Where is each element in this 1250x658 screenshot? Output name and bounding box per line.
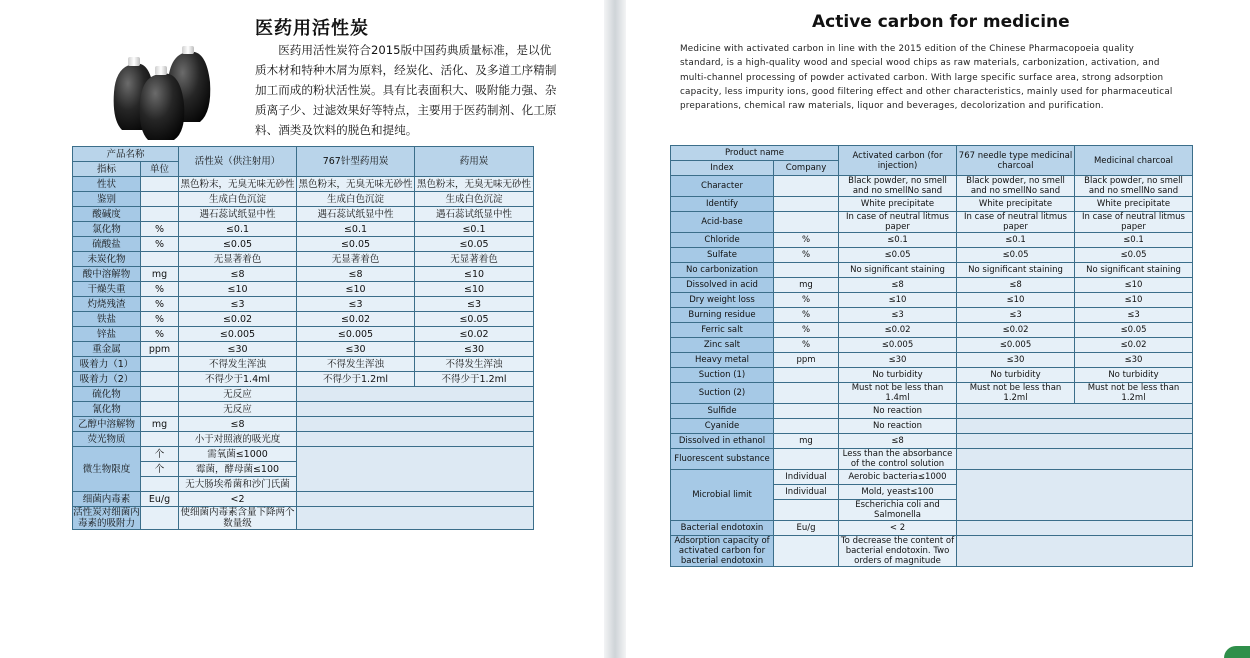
value-cell: 不得发生浑浊 xyxy=(415,357,534,372)
index-name-cell: Bacterial endotoxin xyxy=(671,521,774,536)
value-cell: 遇石蕊试纸显中性 xyxy=(179,207,297,222)
value-cell: To decrease the content of bacterial endotoxin. Two orders of magnitude xyxy=(839,536,957,567)
unit-cell xyxy=(774,449,839,470)
index-name-cell: Identify xyxy=(671,197,774,212)
table-row xyxy=(671,308,1193,323)
table-row xyxy=(671,449,1193,470)
unit-cell: % xyxy=(141,312,179,327)
value-cell: 黑色粉末，无臭无味无砂性 xyxy=(415,177,534,192)
unit-header: 单位 xyxy=(141,162,179,177)
value-cell: No significant staining xyxy=(839,263,957,278)
intro-paragraph: 医药用活性炭符合2015版中国药典质量标准，是以优质木材和特种木屑为原料，经炭化、活化、及多道工序精制加工而成的粉状活性炭。具有比表面积大、吸附能力强、杂质离子少、过滤效果好等特点，主要用于医药制剂、化工原料、酒类及饮料的脱色和提纯。 xyxy=(255,43,557,137)
value-cell: ≤3 xyxy=(179,297,297,312)
value-cell: 小于对照液的吸光度 xyxy=(179,432,297,447)
left-page-chinese xyxy=(0,0,604,658)
table-row xyxy=(671,176,1193,197)
unit-cell xyxy=(774,536,839,567)
unit-cell: mg xyxy=(774,278,839,293)
value-cell: ≤8 xyxy=(297,267,415,282)
value-cell: ≤30 xyxy=(297,342,415,357)
index-name-cell: Suction (2) xyxy=(671,383,774,404)
table-row xyxy=(671,434,1193,449)
table-row xyxy=(73,357,534,372)
value-cell: ≤0.005 xyxy=(957,338,1075,353)
unit-cell xyxy=(774,263,839,278)
unit-cell: % xyxy=(774,338,839,353)
specification-table xyxy=(72,146,534,530)
table-row xyxy=(671,278,1193,293)
value-cell: 生成白色沉淀 xyxy=(297,192,415,207)
value-cell: Black powder, no smell and no smellNo sand xyxy=(957,176,1075,197)
table-row xyxy=(73,402,534,417)
table-row xyxy=(671,383,1193,404)
table-row xyxy=(671,353,1193,368)
value-cell: 无大肠埃希菌和沙门氏菌 xyxy=(179,477,297,492)
table-row xyxy=(671,368,1193,383)
index-name-cell: 性状 xyxy=(73,177,141,192)
table-row xyxy=(73,252,534,267)
unit-cell: % xyxy=(774,308,839,323)
unit-cell: ppm xyxy=(774,353,839,368)
index-name-cell: Dissolved in ethanol xyxy=(671,434,774,449)
unit-cell: % xyxy=(774,323,839,338)
unit-cell: ppm xyxy=(141,342,179,357)
value-cell: ≤0.05 xyxy=(297,237,415,252)
table-row xyxy=(73,342,534,357)
unit-cell: % xyxy=(141,282,179,297)
table-row xyxy=(73,387,534,402)
unit-cell xyxy=(774,368,839,383)
intro-paragraph: Medicine with activated carbon in line with the 2015 edition of the Chinese Pharmacopoeia quality standard, is a high-quality wood and special wood chips as raw materials, carbonization, activation, and multi-channel processing of powder activated carbon. With large specific surface area, strong adsorption capacity, less impurity ions, good filtering effect and other characteristics, mainly used for pharmaceutical preparations, chemical raw materials, liquor and beverages, decolorization and purification. xyxy=(680,44,1173,112)
table-row xyxy=(671,293,1193,308)
value-cell: No reaction xyxy=(839,419,957,434)
value-cell: < 2 xyxy=(839,521,957,536)
table-row xyxy=(73,372,534,387)
value-cell: 遇石蕊试纸显中性 xyxy=(297,207,415,222)
index-name-cell: Burning residue xyxy=(671,308,774,323)
index-name-cell: Microbial limit xyxy=(671,470,774,521)
unit-cell: mg xyxy=(774,434,839,449)
empty-cell xyxy=(297,387,534,402)
table-row xyxy=(73,327,534,342)
unit-cell: % xyxy=(774,293,839,308)
value-cell: ≤8 xyxy=(179,267,297,282)
value-cell: 使细菌内毒素含量下降两个数量级 xyxy=(180,507,295,529)
value-cell: Must not be less than 1.2ml xyxy=(1075,383,1193,404)
value-cell: ≤10 xyxy=(957,293,1075,308)
table-row xyxy=(671,263,1193,278)
empty-cell xyxy=(297,447,534,492)
value-cell: No turbidity xyxy=(957,368,1075,383)
value-cell: ≤3 xyxy=(415,297,534,312)
value-cell: Escherichia coli and Salmonella xyxy=(839,500,957,521)
value-cell: 霉菌，酵母菌≤100 xyxy=(179,462,297,477)
empty-cell xyxy=(957,470,1193,521)
unit-cell: Eu/g xyxy=(141,492,179,507)
value-cell: 生成白色沉淀 xyxy=(179,192,297,207)
value-cell: 无反应 xyxy=(179,387,297,402)
value-cell: ≤0.02 xyxy=(1075,338,1193,353)
value-cell: ≤10 xyxy=(1075,293,1193,308)
unit-cell: % xyxy=(141,327,179,342)
value-cell: ≤3 xyxy=(297,297,415,312)
product-name-header: 产品名称 xyxy=(73,147,179,162)
value-cell: ≤0.1 xyxy=(957,233,1075,248)
index-name-cell: 细菌内毒素 xyxy=(73,492,141,507)
index-name-cell: Fluorescent substance xyxy=(671,449,774,470)
table-row xyxy=(671,212,1193,233)
value-cell: Must not be less than 1.2ml xyxy=(957,383,1075,404)
value-cell: ≤0.05 xyxy=(1075,323,1193,338)
corner-badge xyxy=(1224,646,1250,658)
page-title: Active carbon for medicine xyxy=(812,12,1070,32)
value-cell: 遇石蕊试纸显中性 xyxy=(415,207,534,222)
value-cell: ≤10 xyxy=(415,282,534,297)
value-cell: ≤0.1 xyxy=(839,233,957,248)
empty-cell xyxy=(957,536,1193,567)
index-name-cell: 氯化物 xyxy=(73,222,141,237)
index-name-cell: 铁盐 xyxy=(73,312,141,327)
value-cell: ≤8 xyxy=(839,278,957,293)
unit-cell xyxy=(141,252,179,267)
value-cell: In case of neutral litmus paper xyxy=(839,212,957,233)
table-row xyxy=(671,323,1193,338)
empty-cell xyxy=(957,521,1193,536)
value-cell: 不得发生浑浊 xyxy=(179,357,297,372)
value-cell: No significant staining xyxy=(957,263,1075,278)
value-cell: ≤30 xyxy=(415,342,534,357)
unit-cell: % xyxy=(774,233,839,248)
value-cell: 黑色粉末，无臭无味无砂性 xyxy=(298,178,413,190)
index-name-cell: Sulfide xyxy=(671,404,774,419)
unit-cell xyxy=(774,176,839,197)
table-row xyxy=(73,432,534,447)
empty-cell xyxy=(297,492,534,507)
value-cell: 不得少于1.2ml xyxy=(415,372,534,387)
value-cell: Must not be less than 1.4ml xyxy=(839,383,957,404)
index-name-cell: 重金属 xyxy=(73,342,141,357)
product-name-header: Product name xyxy=(671,146,839,161)
value-cell: ≤0.1 xyxy=(415,222,534,237)
unit-cell xyxy=(774,212,839,233)
value-cell: ≤0.05 xyxy=(1075,248,1193,263)
value-cell: ≤10 xyxy=(1075,278,1193,293)
index-name-cell: Heavy metal xyxy=(671,353,774,368)
page-gutter xyxy=(604,0,626,658)
value-cell: Black powder, no smell and no smellNo sand xyxy=(839,176,957,197)
index-header: 指标 xyxy=(73,162,141,177)
page-title: 医药用活性炭 xyxy=(255,18,369,39)
empty-cell xyxy=(957,404,1193,419)
product-column-header: 767针型药用炭 xyxy=(297,147,415,177)
value-cell: ≤0.05 xyxy=(179,237,297,252)
value-cell: 不得少于1.4ml xyxy=(179,372,297,387)
value-cell: White precipitate xyxy=(957,197,1075,212)
index-name-cell: 硫化物 xyxy=(73,387,141,402)
empty-cell xyxy=(297,417,534,432)
index-name-cell: 干燥失重 xyxy=(73,282,141,297)
value-cell: 无显著着色 xyxy=(179,252,297,267)
table-row xyxy=(671,521,1193,536)
value-cell: ≤8 xyxy=(957,278,1075,293)
value-cell: <2 xyxy=(179,492,297,507)
index-name-cell: 荧光物质 xyxy=(73,432,141,447)
product-column-header: 活性炭（供注射用） xyxy=(179,147,297,177)
index-name-cell: Dissolved in acid xyxy=(671,278,774,293)
unit-cell: Eu/g xyxy=(774,521,839,536)
value-cell: ≤0.005 xyxy=(839,338,957,353)
value-cell: ≤0.02 xyxy=(297,312,415,327)
value-cell: ≤3 xyxy=(957,308,1075,323)
index-name-cell: 活性炭对细菌内毒素的吸附力 xyxy=(73,507,140,529)
index-name-cell: 吸着力（2） xyxy=(73,372,141,387)
table-row xyxy=(73,177,534,192)
value-cell: 需氧菌≤1000 xyxy=(179,447,297,462)
unit-cell: % xyxy=(774,248,839,263)
value-cell: Black powder, no smell and no smellNo sand xyxy=(1075,176,1193,197)
value-cell: ≤0.02 xyxy=(415,327,534,342)
value-cell: ≤0.02 xyxy=(957,323,1075,338)
empty-cell xyxy=(297,432,534,447)
unit-cell: Individual xyxy=(774,485,839,500)
value-cell: ≤0.1 xyxy=(1075,233,1193,248)
unit-cell xyxy=(141,402,179,417)
value-cell: White precipitate xyxy=(1075,197,1193,212)
value-cell: In case of neutral litmus paper xyxy=(1075,212,1193,233)
empty-cell xyxy=(957,449,1193,470)
index-name-cell: Acid-base xyxy=(671,212,774,233)
carbon-powder-image xyxy=(110,42,240,142)
value-cell: ≤30 xyxy=(957,353,1075,368)
value-cell: 不得少于1.2ml xyxy=(297,372,415,387)
product-column-header: 药用炭 xyxy=(415,147,534,177)
table-row xyxy=(73,507,534,530)
value-cell: No significant staining xyxy=(1075,263,1193,278)
unit-cell xyxy=(141,357,179,372)
table-row xyxy=(671,419,1193,434)
specification-table xyxy=(670,145,1193,567)
table-row xyxy=(73,207,534,222)
index-name-cell: 未炭化物 xyxy=(73,252,141,267)
unit-header: Company xyxy=(774,161,839,176)
value-cell: ≤0.05 xyxy=(839,248,957,263)
value-cell: No turbidity xyxy=(839,368,957,383)
value-cell: ≤8 xyxy=(179,417,297,432)
unit-cell: mg xyxy=(141,267,179,282)
unit-cell xyxy=(141,192,179,207)
value-cell: ≤30 xyxy=(1075,353,1193,368)
index-name-cell: 吸着力（1） xyxy=(73,357,141,372)
empty-cell xyxy=(297,507,534,530)
value-cell: ≤10 xyxy=(839,293,957,308)
table-row xyxy=(73,222,534,237)
value-cell: ≤8 xyxy=(839,434,957,449)
index-name-cell: 硫酸盐 xyxy=(73,237,141,252)
table-header-row xyxy=(73,147,534,162)
table-row xyxy=(73,447,534,462)
value-cell: White precipitate xyxy=(839,197,957,212)
index-name-cell: 氰化物 xyxy=(73,402,141,417)
value-cell: ≤10 xyxy=(179,282,297,297)
table-row xyxy=(671,248,1193,263)
table-row xyxy=(671,233,1193,248)
table-row xyxy=(73,267,534,282)
value-cell: ≤0.1 xyxy=(179,222,297,237)
index-name-cell: 锌盐 xyxy=(73,327,141,342)
value-cell: ≤10 xyxy=(415,267,534,282)
right-page-english xyxy=(626,0,1250,658)
value-cell: ≤3 xyxy=(1075,308,1193,323)
table-row xyxy=(73,237,534,252)
index-name-cell: Sulfate xyxy=(671,248,774,263)
unit-cell: mg xyxy=(141,417,179,432)
unit-cell: Individual xyxy=(774,470,839,485)
value-cell: Mold, yeast≤100 xyxy=(839,485,957,500)
value-cell: ≤0.05 xyxy=(415,312,534,327)
index-name-cell: Cyanide xyxy=(671,419,774,434)
index-name-cell: 灼烧残渣 xyxy=(73,297,141,312)
value-cell: ≤0.005 xyxy=(179,327,297,342)
table-row xyxy=(671,404,1193,419)
empty-cell xyxy=(957,419,1193,434)
table-row xyxy=(73,312,534,327)
value-cell: 不得发生浑浊 xyxy=(297,357,415,372)
value-cell: 无反应 xyxy=(179,402,297,417)
unit-cell: 个 xyxy=(141,462,179,477)
unit-cell: % xyxy=(141,222,179,237)
value-cell: ≤0.02 xyxy=(839,323,957,338)
value-cell: 无显著着色 xyxy=(297,252,415,267)
table-row xyxy=(73,297,534,312)
value-cell: ≤0.05 xyxy=(957,248,1075,263)
product-column-header: Medicinal charcoal xyxy=(1075,146,1193,176)
table-row xyxy=(671,470,1193,485)
index-name-cell: Adsorption capacity of activated carbon for bacterial endotoxin xyxy=(671,536,774,567)
product-column-header: 767 needle type medicinal charcoal xyxy=(957,146,1075,176)
unit-cell xyxy=(774,500,839,521)
value-cell: ≤0.05 xyxy=(415,237,534,252)
index-name-cell: Character xyxy=(671,176,774,197)
value-cell: 黑色粉末，无臭无味无砂性 xyxy=(180,178,295,190)
value-cell: 无显著着色 xyxy=(415,252,534,267)
index-name-cell: Suction (1) xyxy=(671,368,774,383)
unit-cell: % xyxy=(141,297,179,312)
table-row xyxy=(73,492,534,507)
value-cell: ≤30 xyxy=(179,342,297,357)
value-cell: Less than the absorbance of the control solution xyxy=(839,449,957,470)
index-name-cell: Dry weight loss xyxy=(671,293,774,308)
unit-cell xyxy=(774,419,839,434)
unit-cell xyxy=(141,207,179,222)
table-row xyxy=(671,338,1193,353)
index-name-cell: Ferric salt xyxy=(671,323,774,338)
table-row xyxy=(73,417,534,432)
table-row xyxy=(73,282,534,297)
unit-cell xyxy=(141,372,179,387)
table-row xyxy=(671,536,1193,567)
index-name-cell: Zinc salt xyxy=(671,338,774,353)
value-cell: 生成白色沉淀 xyxy=(415,192,534,207)
index-name-cell: 酸中溶解物 xyxy=(73,267,141,282)
value-cell: ≤30 xyxy=(839,353,957,368)
unit-cell xyxy=(141,432,179,447)
unit-cell xyxy=(774,197,839,212)
unit-cell xyxy=(141,477,179,492)
value-cell: No turbidity xyxy=(1075,368,1193,383)
table-row xyxy=(671,197,1193,212)
value-cell: ≤0.1 xyxy=(297,222,415,237)
unit-cell: % xyxy=(141,237,179,252)
index-name-cell: No carbonization xyxy=(671,263,774,278)
value-cell: ≤0.02 xyxy=(179,312,297,327)
unit-cell xyxy=(774,404,839,419)
unit-cell xyxy=(141,507,179,530)
value-cell: In case of neutral litmus paper xyxy=(957,212,1075,233)
index-name-cell: 微生物限度 xyxy=(73,447,141,492)
value-cell: No reaction xyxy=(839,404,957,419)
value-cell: Aerobic bacteria≤1000 xyxy=(839,470,957,485)
index-header: Index xyxy=(671,161,774,176)
table-row xyxy=(73,192,534,207)
value-cell: ≤10 xyxy=(297,282,415,297)
table-header-row xyxy=(671,146,1193,161)
value-cell: ≤0.005 xyxy=(297,327,415,342)
unit-cell xyxy=(141,177,179,192)
empty-cell xyxy=(297,402,534,417)
index-name-cell: 酸碱度 xyxy=(73,207,141,222)
index-name-cell: Chloride xyxy=(671,233,774,248)
unit-cell: 个 xyxy=(141,447,179,462)
index-name-cell: 鉴别 xyxy=(73,192,141,207)
unit-cell xyxy=(141,387,179,402)
product-column-header: Activated carbon (for injection) xyxy=(839,146,957,176)
empty-cell xyxy=(957,434,1193,449)
unit-cell xyxy=(774,383,839,404)
value-cell: ≤3 xyxy=(839,308,957,323)
index-name-cell: 乙醇中溶解物 xyxy=(73,417,141,432)
